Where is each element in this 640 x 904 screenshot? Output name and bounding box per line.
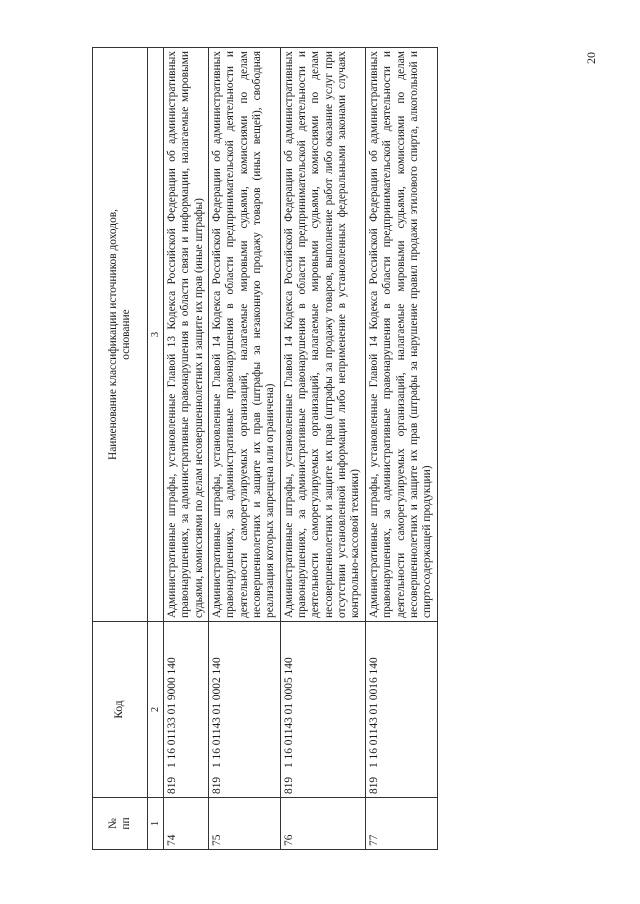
header-code: Код: [93, 622, 148, 798]
column-number: 3: [148, 48, 164, 622]
column-number-row: [148, 48, 164, 850]
row-name: Административные штрафы, установленные Главой 14 Кодекса Российской Федерации об административных правонарушениях, за административные правонарушения в области предпринимательской деятельности и деятельности саморегулируемых организаций, налагаемые мировыми судьями, комиссиями по делам несовершеннолетних и защите их прав (штрафы за незаконную продажу товаров (иных вещей), свободная реализация которых запрещена или ограничена): [209, 48, 281, 622]
kbk-code: 1 16 01143 01 0005 140: [282, 657, 295, 768]
row-code: [209, 622, 281, 798]
table-row: [209, 48, 281, 850]
row-name: Административные штрафы, установленные Главой 14 Кодекса Российской Федерации об административных правонарушениях, за административные правонарушения в области предпринимательской деятельности и деятельности саморегулируемых организаций, налагаемые мировыми судьями, комиссиями по делам несовершеннолетних и защите их прав (штрафы за продажу товаров, выполнение работ либо оказание услуг при отсутствии установленной информации либо неприменение в установленных федеральными законами случаях контрольно-кассовой техники): [280, 48, 365, 622]
row-code: [365, 622, 437, 798]
column-number: 1: [148, 798, 164, 850]
header-name: Наименование классификации источников доходов, основание: [93, 48, 148, 622]
page-number: 20: [584, 52, 598, 64]
row-number: 77: [365, 798, 437, 850]
row-name: Административные штрафы, установленные Главой 14 Кодекса Российской Федерации об административных правонарушениях, за административные правонарушения в области предпринимательской деятельности и деятельности саморегулируемых организаций, налагаемые мировыми судьями, комиссиями по делам несовершеннолетних и защите их прав (штрафы за нарушение правил продажи этилового спирта, алкогольной и спиртосодержащей продукции): [365, 48, 437, 622]
column-number: 2: [148, 622, 164, 798]
kbk-code: 1 16 01143 01 0016 140: [367, 657, 380, 768]
table-row: [280, 48, 365, 850]
admin-code: 819: [211, 776, 224, 794]
admin-code: 819: [282, 776, 295, 794]
admin-code: 819: [166, 776, 179, 794]
kbk-code: 1 16 01133 01 9000 140: [166, 657, 179, 768]
table-header-row: [93, 48, 148, 850]
row-number: 76: [280, 798, 365, 850]
row-name: Административные штрафы, установленные Главой 13 Кодекса Российской Федерации об административных правонарушениях, за административные правонарушения в области связи и информации, налагаемые мировыми судьями, комиссиями по делам несовершеннолетних и защите их прав (иные штрафы): [164, 48, 209, 622]
row-code: [164, 622, 209, 798]
row-code: [280, 622, 365, 798]
header-num: № пп: [93, 798, 148, 850]
kbk-code: 1 16 01143 01 0002 140: [211, 657, 224, 768]
row-number: 74: [164, 798, 209, 850]
row-number: 75: [209, 798, 281, 850]
table-row: [365, 48, 437, 850]
table-row: [164, 48, 209, 850]
admin-code: 819: [367, 776, 380, 794]
income-classification-table: [92, 47, 438, 850]
